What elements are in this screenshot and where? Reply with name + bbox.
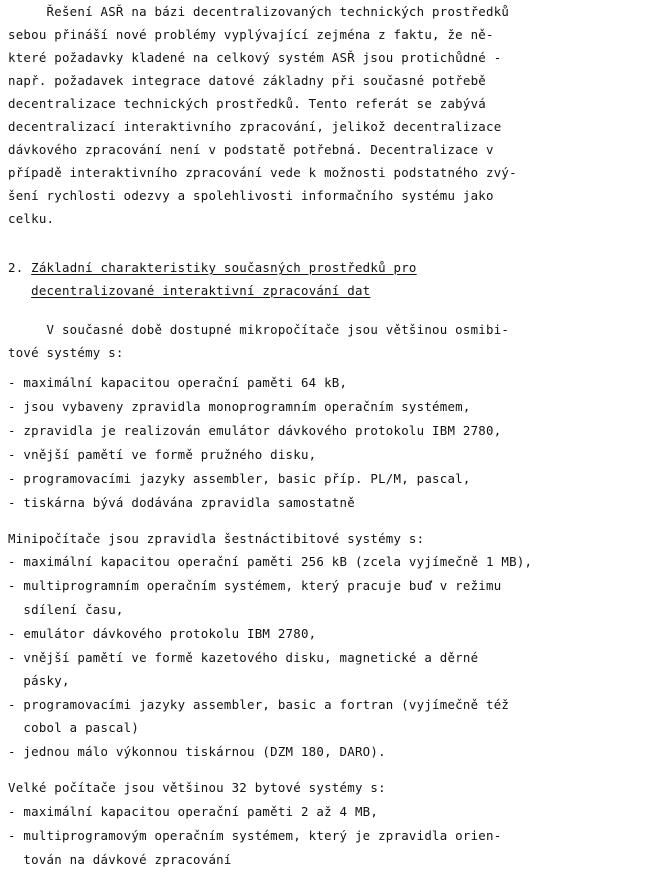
section-heading xyxy=(8,256,417,279)
big-list-line: tován na dávkové zpracování xyxy=(8,852,232,867)
micro-list-item: - jsou vybaveny zpravidla monoprogramním operačním systémem, xyxy=(8,399,471,414)
intro-line: Řešení ASŘ na bázi decentralizovaných technických prostředků xyxy=(8,4,510,19)
mini-list-line: - programovacími jazyky assembler, basic a fortran (vyjímečně též xyxy=(8,697,510,712)
intro-line: decentralizací interaktivního zpracování, jelikož decentralizace xyxy=(8,119,502,134)
section-heading xyxy=(8,279,370,302)
section-number: 2. xyxy=(8,260,32,275)
mini-list-line: pásky, xyxy=(8,673,70,688)
intro-line: např. požadavek integrace datové základny při současné potřebě xyxy=(8,73,487,88)
mini-list-line: - jednou málo výkonnou tiskárnou (DZM 180, DARO). xyxy=(8,744,386,759)
micro-intro-line: V současné době dostupné mikropočítače jsou většinou osmibi- xyxy=(8,322,510,337)
micro-intro-line: tové systémy s: xyxy=(8,345,124,360)
intro-line: případě interaktivního zpracování vede k možnosti podstatného zvý- xyxy=(8,165,517,180)
big-intro: Velké počítače jsou většinou 32 bytové systémy s: xyxy=(8,780,386,795)
micro-list-item: - vnější pamětí ve formě pružného disku, xyxy=(8,447,317,462)
intro-line: dávkového zpracování není v podstatě potřebná. Decentralizace v xyxy=(8,142,494,157)
intro-line: sebou přináší nové problémy vyplývající zejména z faktu, že ně- xyxy=(8,27,494,42)
micro-list-item: - maximální kapacitou operační paměti 64 kB, xyxy=(8,375,348,390)
micro-list-item: - zpravidla je realizován emulátor dávkového protokolu IBM 2780, xyxy=(8,423,502,438)
micro-list-item: - programovacími jazyky assembler, basic příp. PL/M, pascal, xyxy=(8,471,471,486)
micro-list-item: - tiskárna bývá dodávána zpravidla samostatně xyxy=(8,495,355,510)
mini-intro: Minipočítače jsou zpravidla šestnáctibitové systémy s: xyxy=(8,531,425,546)
section-heading-line: Základní charakteristiky současných prostředků pro xyxy=(31,260,417,275)
section-indent xyxy=(8,283,31,298)
mini-list-line: - maximální kapacitou operační paměti 256 kB (zcela vyjímečně 1 MB), xyxy=(8,554,533,569)
big-list-line: - maximální kapacitou operační paměti 2 až 4 MB, xyxy=(8,804,379,819)
intro-line: decentralizace technických prostředků. Tento referát se zabývá xyxy=(8,96,487,111)
intro-line: šení rychlosti odezvy a spolehlivosti informačního systému jako xyxy=(8,188,494,203)
mini-list-line: - vnější pamětí ve formě kazetového disku, magnetické a děrné xyxy=(8,650,479,665)
intro-line: celku. xyxy=(8,211,55,226)
mini-list-line: - emulátor dávkového protokolu IBM 2780, xyxy=(8,626,317,641)
mini-list-line: cobol a pascal) xyxy=(8,720,140,735)
intro-line: které požadavky kladené na celkový systém ASŘ jsou protichůdné - xyxy=(8,50,502,65)
section-heading-line: decentralizované interaktivní zpracování dat xyxy=(31,283,371,298)
mini-list-line: - multiprogramním operačním systémem, který pracuje buď v režimu xyxy=(8,578,502,593)
big-list-line: - multiprogramovým operačním systémem, který je zpravidla orien- xyxy=(8,828,502,843)
mini-list-line: sdílení času, xyxy=(8,602,124,617)
